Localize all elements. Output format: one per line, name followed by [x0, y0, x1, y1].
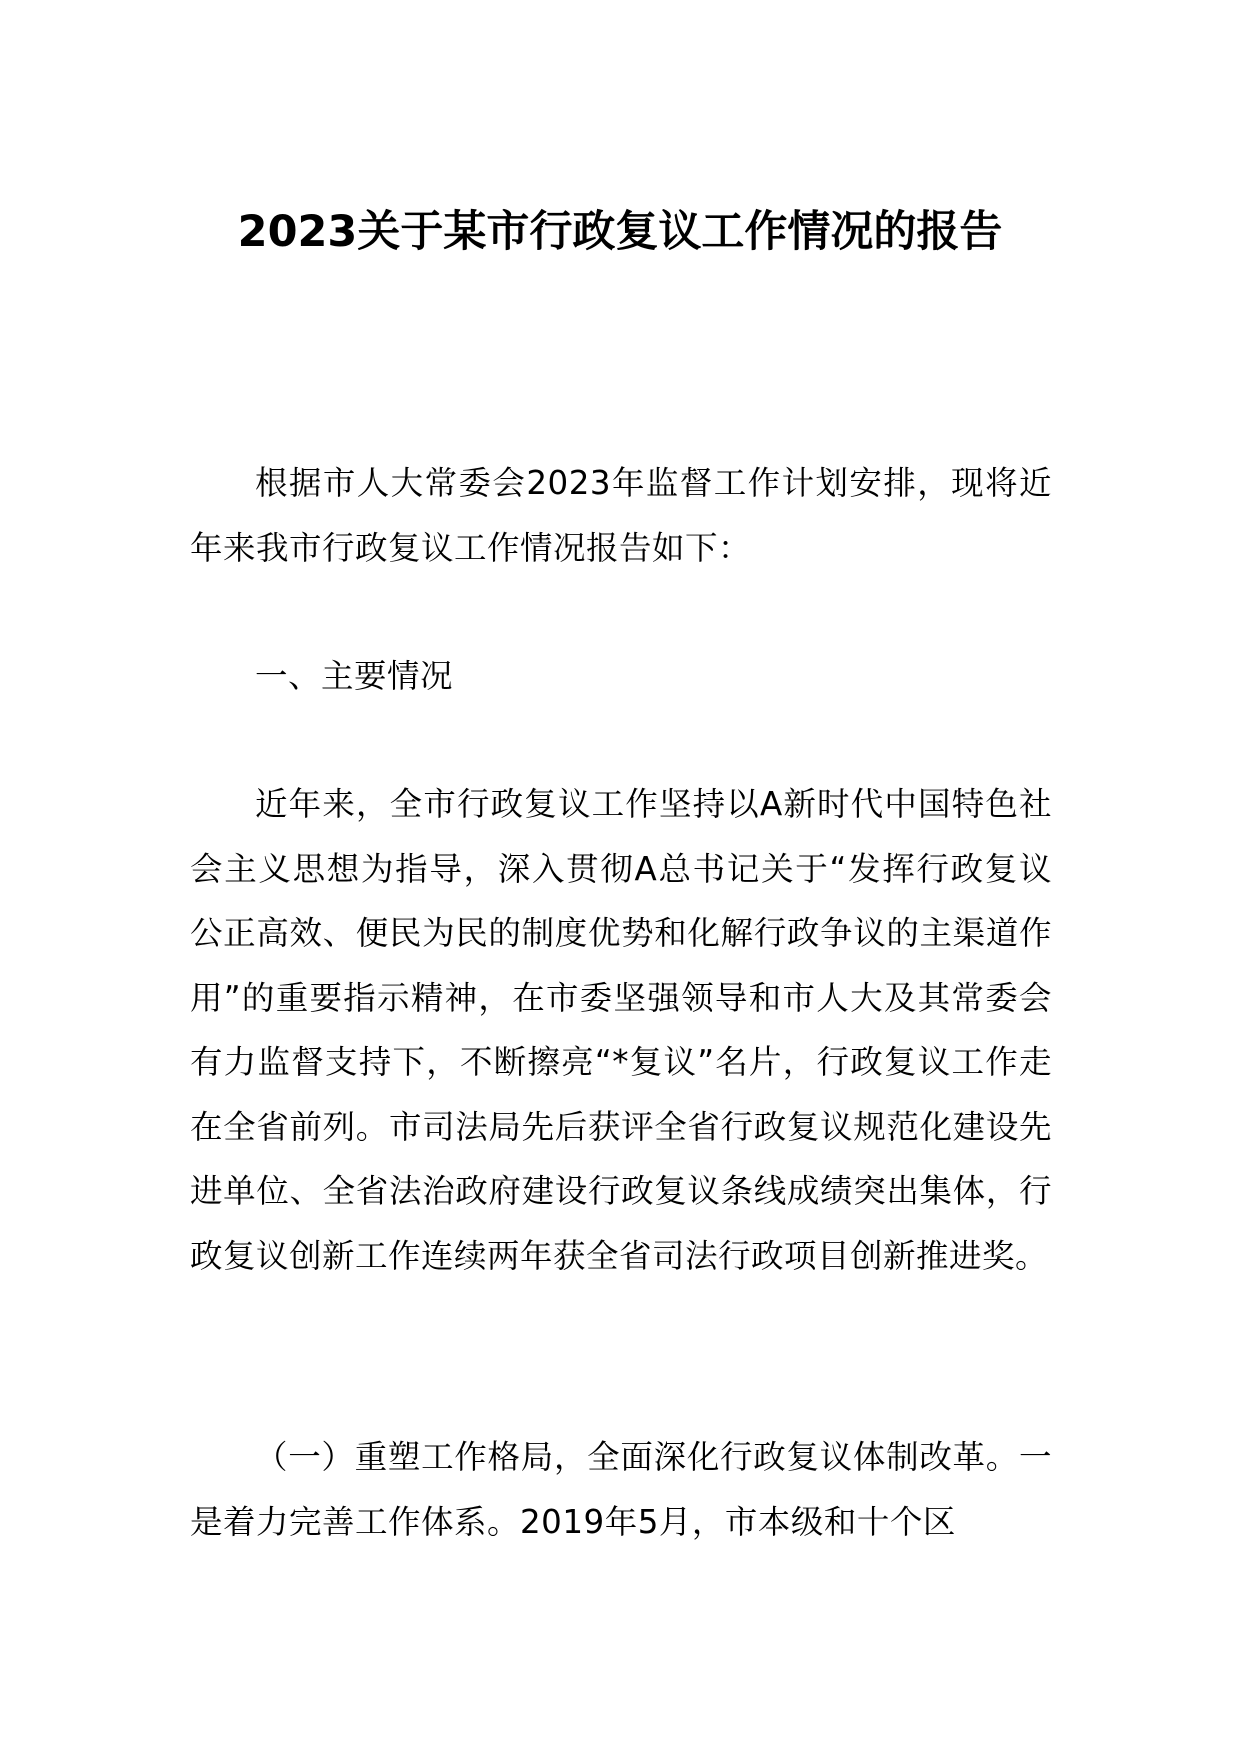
section-heading: 一、主要情况 — [255, 657, 454, 695]
body-paragraph: 近年来，全市行政复议工作坚持以A新时代中国特色社会主义思想为指导，深入贯彻A总书记关于“发挥行政复议公正高效、便民为民的制度优势和化解行政争议的主渠道作用”的重要指示精神，在市委坚强领导和市人大及其常委会有力监督支持下，不断擦亮“*复议”名片，行政复议工作走在全省前列。市司法局先后获评全省行政复议规范化建设先进单位、全省法治政府建设行政复议条线成绩突出集体，行政复议创新工作连续两年获全省司法行政项目创新推进奖。 — [190, 785, 1052, 1275]
intro-paragraph: 根据市人大常委会2023年监督工作计划安排，现将近年来我市行政复议工作情况报告如下： — [190, 464, 1052, 567]
subsection-paragraph: （一）重塑工作格局，全面深化行政复议体制改革。一是着力完善工作体系。2019年5月，市本级和十个区 — [190, 1438, 1052, 1541]
document-title: 2023关于某市行政复议工作情况的报告 — [237, 207, 1003, 257]
